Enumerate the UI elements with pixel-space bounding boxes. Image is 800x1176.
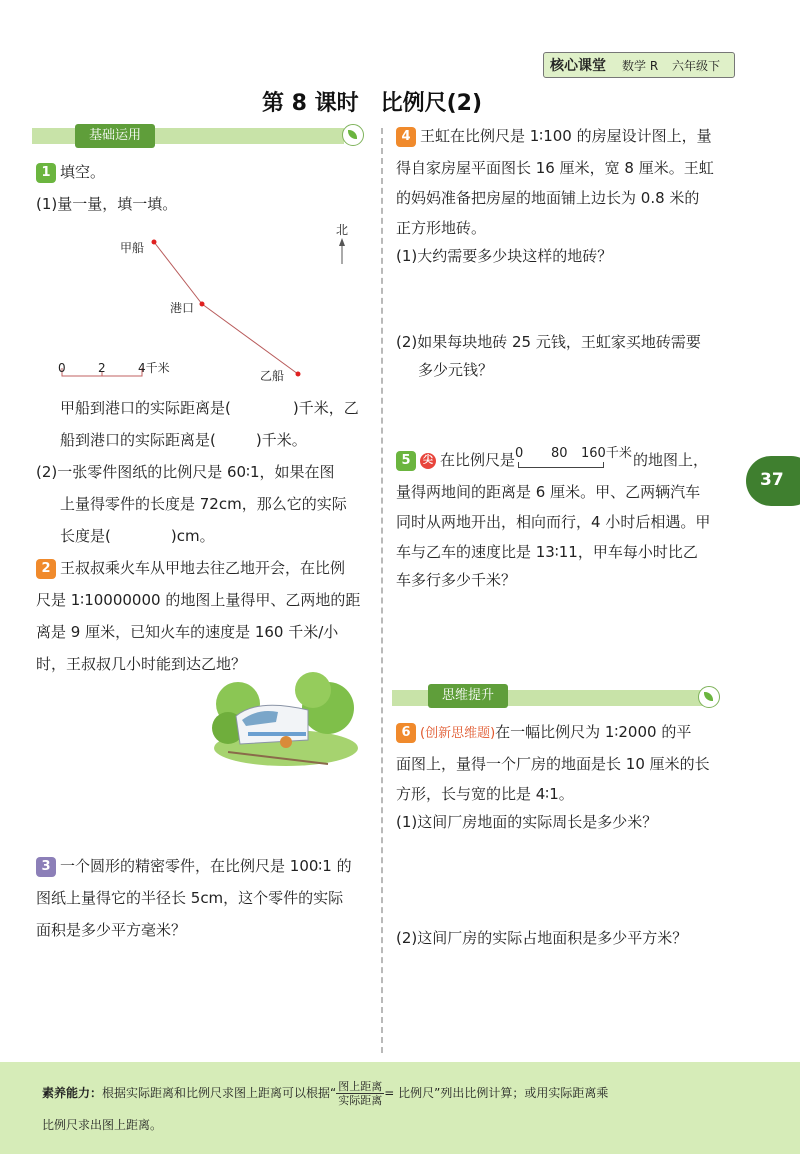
footer-label: 素养能力： — [42, 1086, 103, 1100]
q1-part1-text-c: 船到港口的实际距离是( — [60, 431, 216, 449]
q5-line1 — [396, 444, 708, 476]
port-dot — [200, 302, 205, 307]
q4-line4: 正方形地砖。 — [396, 219, 487, 237]
scale-tick-4: 4千米 — [138, 361, 170, 375]
port-label: 港口 — [170, 301, 195, 315]
q3-line1 — [36, 850, 352, 882]
q6-line3: 方形，长与宽的比是 4∶1。 — [396, 785, 574, 803]
q2-number-badge: 2 — [36, 559, 56, 579]
q6-line1 — [396, 716, 691, 750]
q4-line2: 得自家房屋平面图长 16 厘米，宽 8 厘米。王虹 — [396, 159, 714, 177]
q6-tag: (创新思维题) — [420, 726, 496, 741]
q5-lead: 在比例尺是 — [440, 451, 516, 469]
scale-tick-2: 2 — [98, 361, 106, 375]
footer-fraction — [336, 1080, 384, 1107]
route-line-b — [202, 304, 298, 374]
ship-b-dot — [296, 372, 301, 377]
q2-line3: 离是 9 厘米，已知火车的速度是 160 千米/小 — [36, 623, 339, 641]
scale-tick-0: 0 — [58, 361, 66, 375]
footer-tip-box — [0, 1062, 800, 1154]
q4-line3: 的妈妈准备把房屋的地面铺上边长为 0.8 米的 — [396, 189, 700, 207]
north-arrow-icon — [339, 238, 345, 246]
q2-line4: 时，王叔叔几小时能到达乙地？ — [36, 655, 247, 673]
q1-part2-line1: (2)一张零件图纸的比例尺是 60∶1，如果在图 — [36, 463, 335, 481]
footer-text-2: = 比例尺”列出比例计算；或用实际距离乘 — [384, 1086, 609, 1100]
q3-line2: 图纸上量得它的半径长 5cm，这个零件的实际 — [36, 889, 344, 907]
q4-sub1: (1)大约需要多少块这样的地砖？ — [396, 247, 613, 265]
column-divider — [381, 128, 383, 1053]
q5-tag-badge: 尖 — [420, 453, 436, 469]
q1-number-badge: 1 — [36, 163, 56, 183]
q5-line3: 同时从两地开出，相向而行，4 小时后相遇。甲 — [396, 513, 711, 531]
q6-line2: 面图上，量得一个厂房的地面是长 10 厘米的长 — [396, 755, 710, 773]
q3-number-badge: 3 — [36, 857, 56, 877]
q2-text-1: 王叔叔乘火车从甲地去往乙地开会，在比例 — [60, 559, 346, 577]
section-tab-basic: 基础运用 — [75, 124, 155, 148]
q1-title-row — [36, 156, 105, 188]
q4-number-badge: 4 — [396, 127, 416, 147]
q1-part2-text-a: 长度是( — [60, 527, 111, 545]
q5-trail: 的地图上， — [633, 451, 709, 469]
q5-scale-line — [518, 462, 604, 468]
header-brand: 核心课堂 — [550, 58, 606, 74]
header-brand-box — [543, 52, 735, 78]
q4-sub2-line2: 多少元钱？ — [418, 361, 494, 379]
q5-scale-bar — [515, 445, 633, 474]
ship-a-dot — [152, 240, 157, 245]
q1-part2-text-b: )cm。 — [170, 527, 215, 545]
leaf-icon — [698, 686, 720, 708]
footer-line1 — [42, 1080, 608, 1107]
q1-map-figure — [50, 220, 370, 390]
north-label: 北 — [336, 223, 349, 237]
footer-text-1: 根据实际距离和比例尺求图上距离可以根据“ — [102, 1086, 337, 1100]
route-line-a — [154, 242, 202, 304]
q5-number-badge: 5 — [396, 451, 416, 471]
q1-part2-line3 — [60, 520, 215, 552]
header-subject: 数学 R — [622, 59, 659, 73]
footer-line2: 比例尺求出图上距离。 — [42, 1118, 163, 1132]
q1-part2-line2: 上量得零件的长度是 72cm，那么它的实际 — [60, 495, 347, 513]
fraction-denominator: 实际距离 — [338, 1094, 383, 1107]
q5-line4: 车与乙车的速度比是 13∶11，甲车每小时比乙 — [396, 543, 698, 561]
q6-number-badge: 6 — [396, 723, 416, 743]
q6-text-1: 在一幅比例尺为 1∶2000 的平 — [495, 723, 692, 741]
lesson-title: 第 8 课时 比例尺(2) — [262, 91, 483, 116]
q5-scale-tick-160: 160千米 — [581, 445, 632, 461]
q5-scale-tick-0: 0 — [515, 445, 524, 461]
q3-line3: 面积是多少平方毫米？ — [36, 921, 187, 939]
ship-a-label: 甲船 — [120, 241, 145, 255]
page-number-tab — [746, 456, 800, 506]
q5-scale-tick-80: 80 — [551, 445, 568, 461]
q3-text-1: 一个圆形的精密零件，在比例尺是 100∶1 的 — [60, 857, 352, 875]
q2-line2: 尺是 1∶10000000 的地图上量得甲、乙两地的距 — [36, 591, 361, 609]
q2-line1 — [36, 552, 345, 584]
q1-part1-text-d: )千米。 — [255, 431, 307, 449]
header-grade: 六年级下 — [672, 59, 721, 73]
fraction-numerator: 图上距离 — [338, 1080, 383, 1093]
train-illustration — [208, 668, 358, 768]
q1-part1-text-b: )千米，乙 — [292, 399, 359, 417]
ship-b-label: 乙船 — [260, 369, 285, 383]
page-number: 37 — [760, 470, 784, 490]
q1-part1-line1 — [60, 392, 359, 424]
q5-line5: 车多行多少千米？ — [396, 571, 517, 589]
q6-sub1: (1)这间厂房地面的实际周长是多少米？ — [396, 813, 658, 831]
q1-title: 填空。 — [60, 163, 106, 181]
section-tab-advanced: 思维提升 — [428, 684, 508, 708]
q1-part1-title: (1)量一量，填一填。 — [36, 195, 178, 213]
q5-line2: 量得两地间的距离是 6 厘米。甲、乙两辆汽车 — [396, 483, 701, 501]
q4-line1 — [396, 120, 712, 152]
q6-sub2: (2)这间厂房的实际占地面积是多少平方米？ — [396, 929, 688, 947]
leaf-icon — [342, 124, 364, 146]
q1-part1-text-a: 甲船到港口的实际距离是( — [60, 399, 231, 417]
q1-part1-line2 — [60, 424, 307, 456]
q4-text-1: 王虹在比例尺是 1∶100 的房屋设计图上，量 — [420, 127, 712, 145]
q4-sub2-line1: (2)如果每块地砖 25 元钱，王虹家买地砖需要 — [396, 333, 701, 351]
